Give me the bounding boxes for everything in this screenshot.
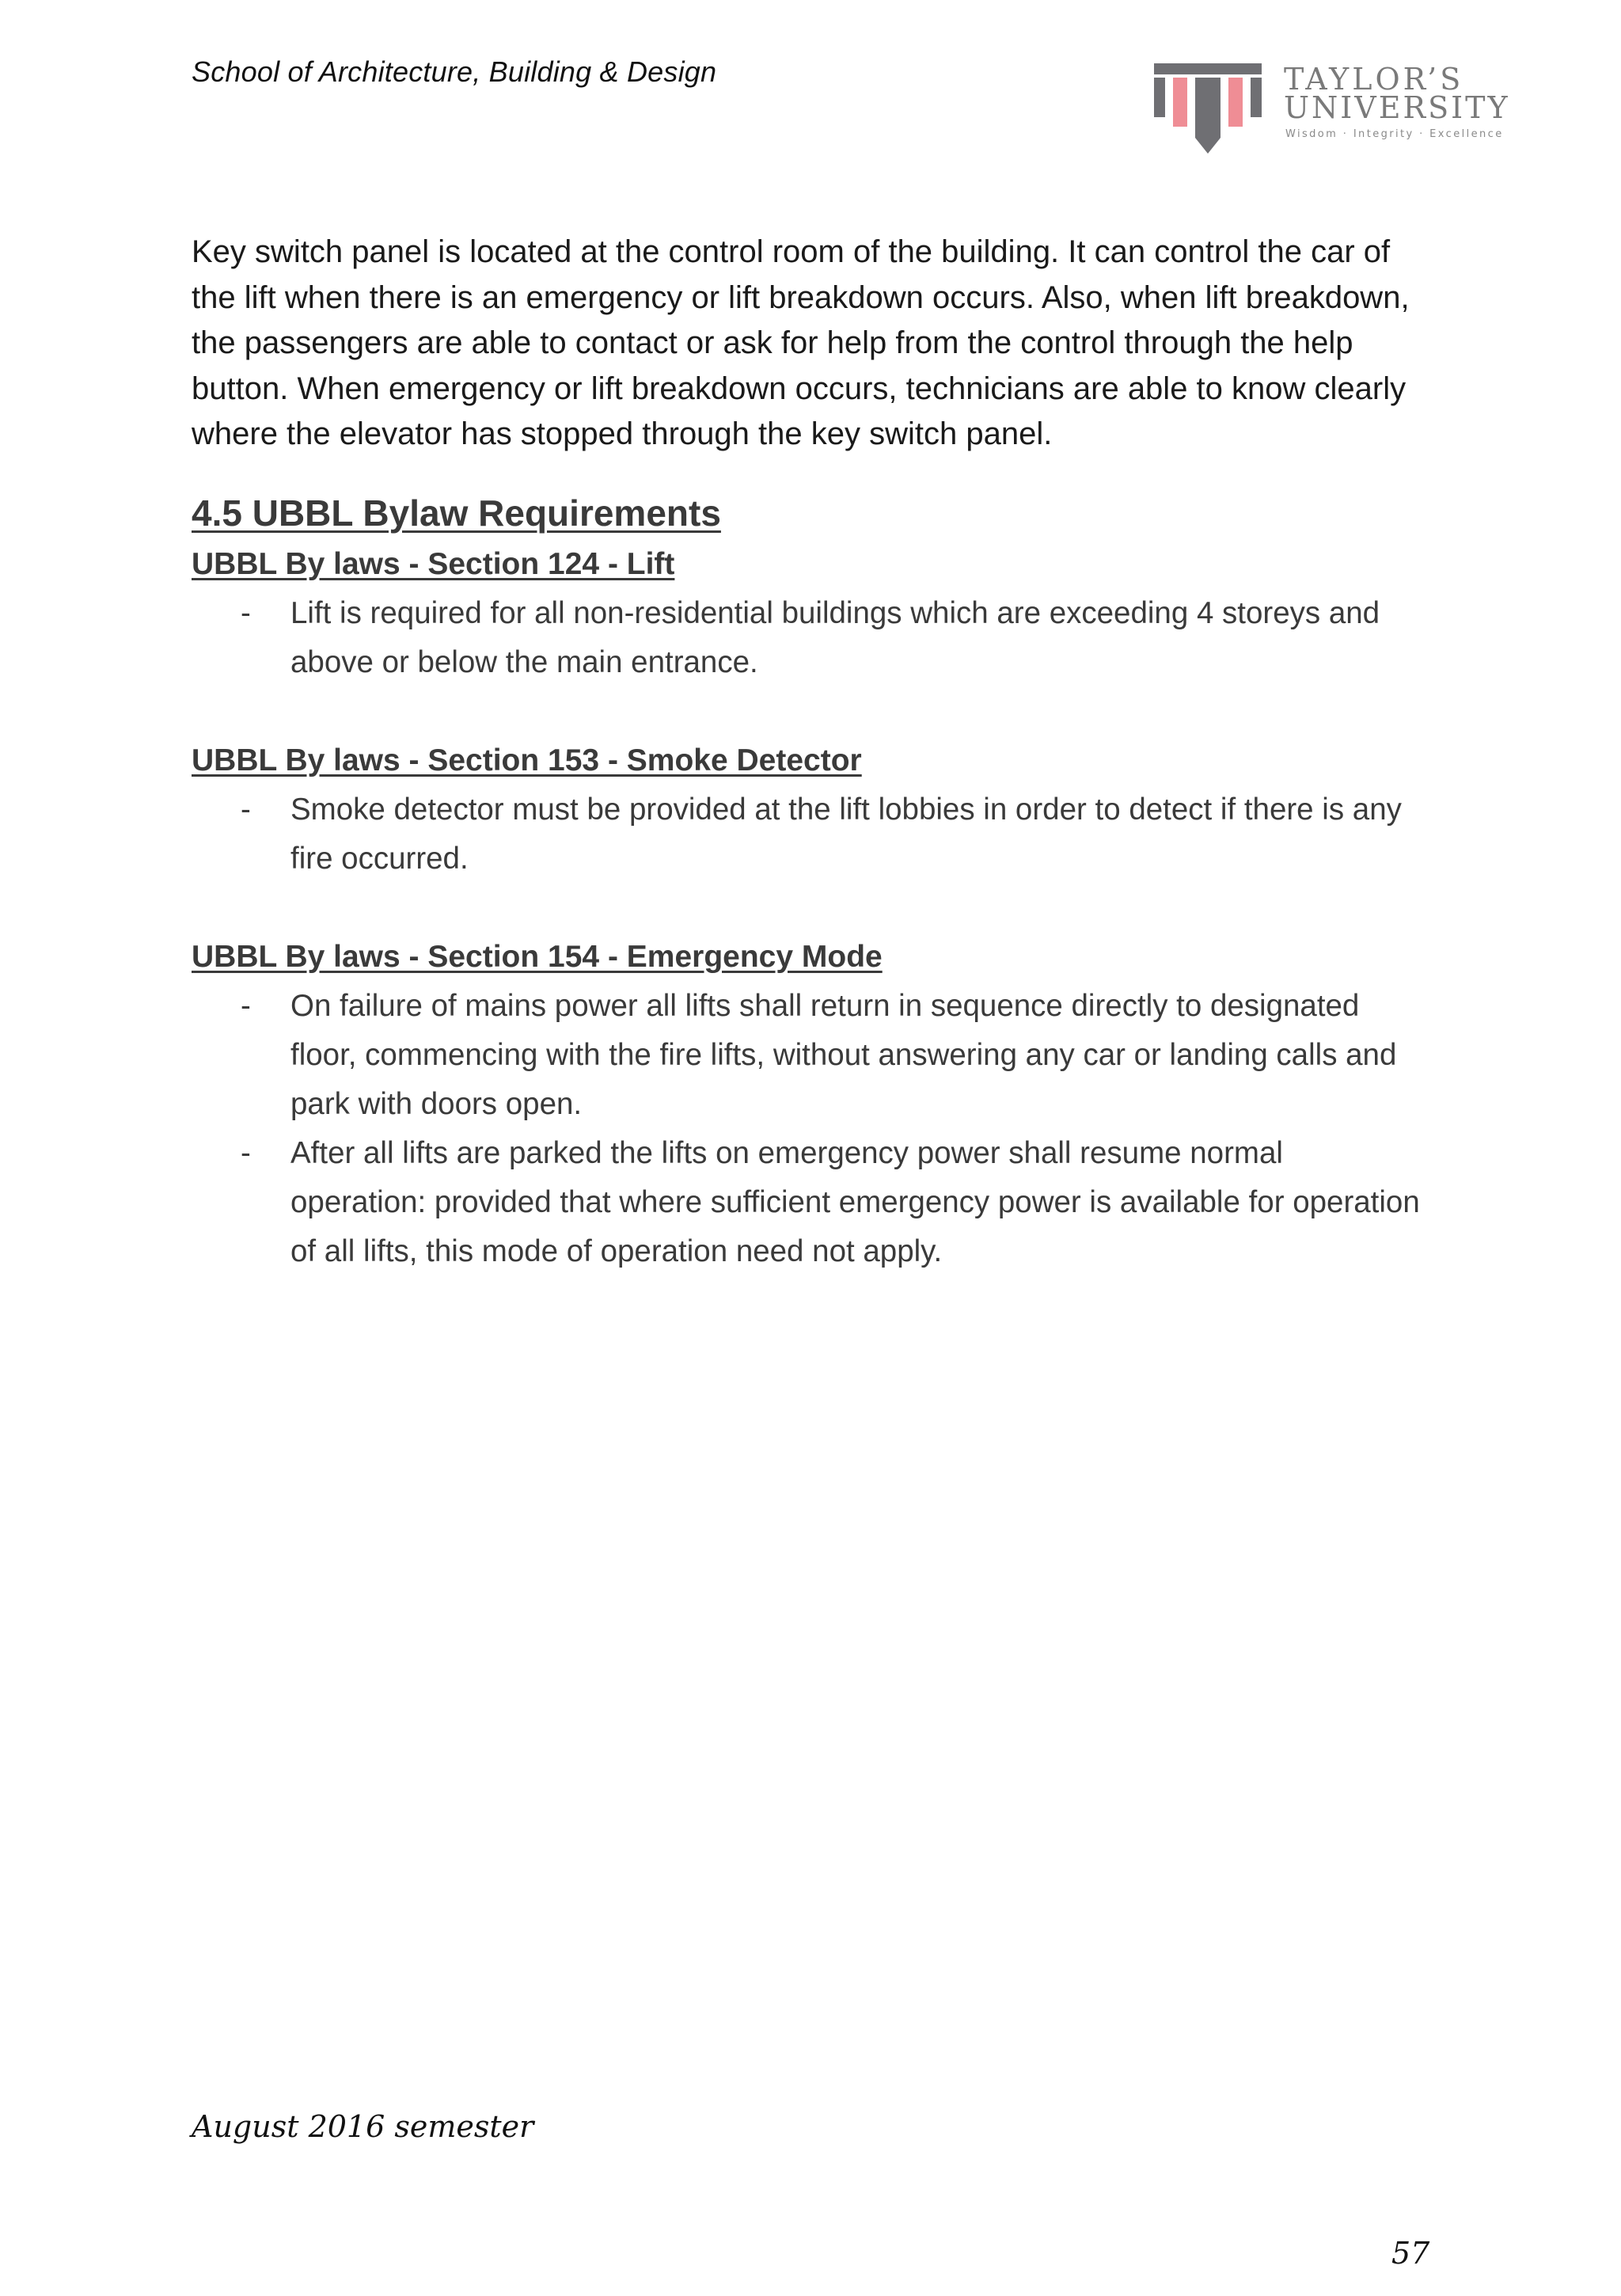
list-dash: - <box>241 595 251 630</box>
intro-paragraph: Key switch panel is located at the control room of the building. It can control the car of the lift when there is an emergency or lift breakdown occurs. Also, when lift breakdown, the passengers are able to contact or ask for help from the control through the help button. When emergency or lift breakdown occurs, technicians are able to know clearly where the elevator has stopped through the key switch panel. <box>192 234 1410 451</box>
logo-wordmark-line1: TAYLOR’S <box>1284 62 1464 97</box>
university-logo <box>1154 62 1526 157</box>
bylaw-section-154 <box>192 933 1426 1276</box>
bylaw-title: UBBL By laws - Section 153 - Smoke Detector <box>192 743 862 777</box>
logo-tagline: Wisdom · Integrity · Excellence <box>1285 128 1504 140</box>
bylaw-item-text: Smoke detector must be provided at the lift lobbies in order to detect if there is any fire occurred. <box>290 792 1402 876</box>
bylaw-title: UBBL By laws - Section 124 - Lift <box>192 546 675 581</box>
bylaw-item-text: After all lifts are parked the lifts on emergency power shall resume normal operation: provided that where sufficient emergency power is available for operation of all lifts, this mode of operation need not apply. <box>290 1135 1420 1268</box>
bylaw-list <box>192 785 1426 884</box>
list-dash: - <box>241 1135 251 1170</box>
main-content <box>192 230 1426 1276</box>
bylaw-list <box>192 589 1426 687</box>
header-school-name: School of Architecture, Building & Design <box>192 55 717 88</box>
bylaw-item-text: Lift is required for all non-residential buildings which are exceeding 4 storeys and above or below the main entrance. <box>290 595 1380 679</box>
bylaw-title: UBBL By laws - Section 154 - Emergency Mode <box>192 939 883 974</box>
bylaw-list <box>192 982 1426 1276</box>
bylaw-item <box>192 589 1426 687</box>
bylaw-item <box>192 982 1426 1129</box>
bylaw-item <box>192 1129 1426 1276</box>
logo-wordmark-line2: UNIVERSITY <box>1284 90 1510 125</box>
list-dash: - <box>241 792 251 827</box>
page-number: 57 <box>1391 2236 1430 2271</box>
bylaw-section-124 <box>192 540 1426 687</box>
footer-semester: August 2016 semester <box>192 2109 534 2144</box>
section-title: 4.5 UBBL Bylaw Requirements <box>192 492 721 534</box>
bylaw-item <box>192 785 1426 884</box>
bylaw-section-153 <box>192 736 1426 884</box>
list-dash: - <box>241 988 251 1023</box>
taylors-shield-icon <box>1154 62 1265 155</box>
bylaw-item-text: On failure of mains power all lifts shall return in sequence directly to designated floor, commencing with the fire lifts, without answering any car or landing calls and park with doors open. <box>290 988 1397 1121</box>
